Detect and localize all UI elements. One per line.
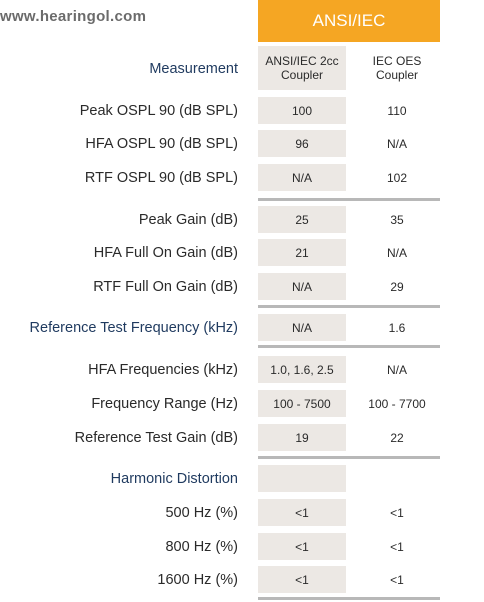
row-label: 800 Hz (%) — [165, 539, 238, 555]
column-header-2cc-text: ANSI/IEC 2cc Coupler — [265, 54, 339, 82]
cell-2cc-value: N/A — [258, 164, 346, 191]
cell-2cc-value — [258, 465, 346, 492]
column-header-oes — [354, 46, 440, 90]
cell-oes-value: 22 — [390, 430, 404, 445]
group-divider — [258, 597, 440, 600]
cell-oes-value — [354, 465, 440, 492]
cell-oes-value: 100 - 7700 — [368, 396, 426, 411]
cell-2cc-value: 96 — [258, 130, 346, 157]
row-label: Peak OSPL 90 (dB SPL) — [79, 103, 238, 119]
group-divider — [258, 345, 440, 348]
column-header-2cc — [258, 46, 346, 90]
row-label: RTF Full On Gain (dB) — [93, 279, 238, 295]
cell-2cc-value: 21 — [258, 239, 346, 266]
cell-2cc-value: <1 — [258, 566, 346, 593]
row-label: 1600 Hz (%) — [157, 572, 238, 588]
cell-2cc-value: <1 — [258, 533, 346, 560]
cell-2cc-value: <1 — [258, 499, 346, 526]
cell-oes-value: 102 — [386, 170, 408, 185]
cell-2cc-value: N/A — [258, 273, 346, 300]
cell-oes-value: 1.6 — [388, 320, 406, 335]
cell-oes-value: N/A — [386, 136, 407, 151]
table-header-ansi-iec — [258, 0, 440, 42]
row-label: Reference Test Frequency (kHz) — [29, 320, 238, 336]
cell-oes-value: <1 — [390, 505, 404, 520]
cell-2cc-value: N/A — [258, 314, 346, 341]
cell-oes-value: 35 — [390, 212, 404, 227]
cell-oes-value: 110 — [387, 103, 407, 118]
cell-oes-value: 29 — [390, 279, 404, 294]
row-label: 500 Hz (%) — [165, 505, 238, 521]
cell-2cc-value: 25 — [258, 206, 346, 233]
group-divider — [258, 305, 440, 308]
cell-oes-value: <1 — [390, 539, 404, 554]
row-label: HFA OSPL 90 (dB SPL) — [85, 136, 238, 152]
header-title: ANSI/IEC — [312, 11, 386, 30]
column-header-oes-text: IEC OES Coupler — [372, 54, 422, 82]
measurement-label: Measurement — [149, 61, 238, 77]
row-label: RTF OSPL 90 (dB SPL) — [84, 170, 238, 186]
row-label: Harmonic Distortion — [110, 471, 238, 487]
cell-2cc-value: 1.0, 1.6, 2.5 — [258, 356, 346, 383]
row-label: HFA Full On Gain (dB) — [93, 245, 238, 261]
group-divider — [258, 456, 440, 459]
row-label: HFA Frequencies (kHz) — [88, 362, 238, 378]
cell-oes-value: N/A — [386, 362, 407, 377]
group-divider — [258, 198, 440, 201]
cell-oes-value: <1 — [390, 572, 404, 587]
row-label: Reference Test Gain (dB) — [74, 430, 238, 446]
watermark-text: www.hearingol.com — [0, 8, 147, 25]
row-label: Peak Gain (dB) — [138, 212, 238, 228]
cell-2cc-value: 19 — [258, 424, 346, 451]
row-label: Frequency Range (Hz) — [91, 396, 238, 412]
cell-2cc-value: 100 — [258, 97, 346, 124]
cell-2cc-value: 100 - 7500 — [258, 390, 346, 417]
cell-oes-value: N/A — [386, 245, 407, 260]
